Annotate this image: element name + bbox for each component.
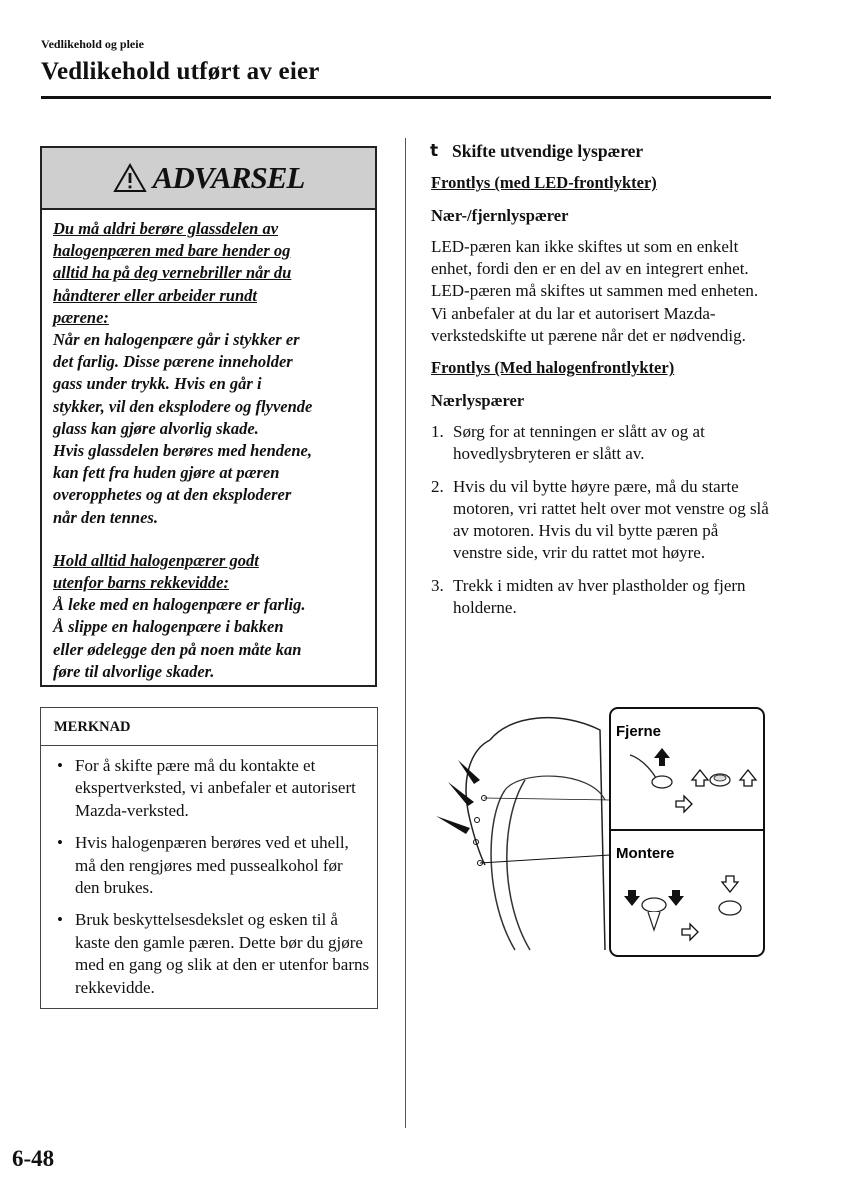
- list-item: [53, 832, 371, 899]
- subheading-low-beam: Nærlyspærer: [431, 390, 525, 410]
- warning-body: [53, 218, 368, 683]
- text-line: føre til alvorlige skader.: [53, 661, 215, 681]
- column-divider: [405, 138, 406, 1128]
- arrow-icon: [436, 816, 470, 834]
- clip-point: [475, 818, 480, 823]
- note-list: [53, 755, 371, 1009]
- steps-list: [431, 421, 771, 619]
- step-text: Sørg for at tenningen er slått av og at hovedlysbryteren er slått av.: [453, 421, 705, 464]
- arrow-icon: [448, 782, 474, 806]
- note-box: [40, 707, 378, 1009]
- wheel-arch-clip-illustration: [430, 700, 770, 960]
- note-text: Hvis halogenpæren berøres ved et uhell, må den rengjøres med pussealkohol før den brukes.: [75, 833, 349, 898]
- right-column: [431, 140, 771, 629]
- text-line: Hold alltid halogenpærer godt: [53, 550, 259, 570]
- step-number: 2.: [431, 476, 444, 496]
- inset-panel: [610, 708, 764, 956]
- text-line: gass under trykk. Hvis en går i: [53, 374, 262, 394]
- list-item: [431, 421, 771, 466]
- subheading-led: Frontlys (med LED-frontlykter): [431, 173, 657, 193]
- header-rule: [41, 96, 771, 99]
- label-remove: Fjerne: [616, 723, 662, 740]
- text-line: Du må aldri berøre glassdelen av: [53, 219, 279, 238]
- warning-block1-heading: [53, 218, 368, 329]
- note-title: MERKNAD: [41, 708, 377, 746]
- note-text: Bruk beskyttelsesdekslet og esken til å kaste den gamle pæren. Dette bør du gjøre med en gang og slik at den er utenfor barns rekkevidde.: [75, 910, 370, 997]
- step-number: 3.: [431, 575, 444, 595]
- text-line: halogenpæren med bare hender og: [53, 241, 291, 261]
- text-line: håndterer eller arbeider rundt: [53, 285, 257, 305]
- section-marker-icon: t: [430, 141, 439, 161]
- list-item: [53, 909, 371, 999]
- text-line: eller ødelegge den på noen måte kan: [53, 639, 302, 659]
- text-line: Hvis glassdelen berøres med hendene,: [53, 441, 312, 461]
- led-paragraph: LED-pæren kan ikke skiftes ut som en enkelt enhet, fordi den er en del av en integrert enhet. LED-pæren må skiftes ut sammen med enheten. Vi anbefaler at du lar et autorisert Mazda-verkstedskifte ut pærene når det er nødvendig.: [431, 236, 759, 346]
- text-line: Når en halogenpære går i stykker er: [53, 330, 300, 350]
- arrow-icon: [458, 760, 480, 784]
- text-line: kan fett fra huden gjøre at pæren: [53, 463, 280, 483]
- text-line: overopphetes og at den eksploderer: [53, 485, 292, 505]
- text-line: glass kan gjøre alvorlig skade.: [53, 418, 259, 438]
- step-number: 1.: [431, 421, 444, 441]
- warning-box: [40, 146, 377, 687]
- warning-triangle-icon: [113, 163, 147, 193]
- step-text: Trekk i midten av hver plastholder og fjern holderne.: [453, 575, 746, 618]
- label-install: Montere: [616, 845, 675, 862]
- text-line: Å leke med en halogenpære er farlig.: [53, 595, 306, 615]
- bullet-icon: •: [57, 833, 63, 853]
- fender-outline: [490, 718, 605, 950]
- section-title: Skifte utvendige lyspærer: [452, 141, 644, 161]
- text-line: stykker, vil den eksplodere og flyvende: [53, 396, 313, 416]
- warning-title: ADVARSEL: [152, 160, 305, 195]
- warning-block2-body: [53, 594, 368, 683]
- subheading-halogen: Frontlys (Med halogenfrontlykter): [431, 358, 675, 378]
- subheading-led-bulbs: Nær-/fjernlyspærer: [431, 205, 569, 225]
- text-line: Å slippe en halogenpære i bakken: [53, 617, 284, 637]
- warning-header: [42, 148, 375, 210]
- page-number: 6-48: [12, 1146, 55, 1171]
- section-heading: [431, 140, 771, 162]
- page-title: Vedlikehold utført av eier: [41, 58, 320, 85]
- bullet-icon: •: [57, 910, 63, 930]
- text-line: når den tennes.: [53, 507, 158, 527]
- text-line: pærene:: [53, 307, 109, 327]
- section-label: Vedlikehold og pleie: [41, 37, 144, 51]
- note-text: For å skifte pære må du kontakte et ekspertverksted, vi anbefaler et autorisert Mazda-verksted.: [75, 756, 356, 820]
- text-line: alltid ha på deg vernebriller når du: [53, 263, 292, 283]
- step-text: Hvis du vil bytte høyre pære, må du starte motoren, vri rattet helt over mot venstre og slå av motoren. Hvis du vil bytte pæren på venstre side, vrir du rattet mot høyre.: [453, 476, 769, 563]
- list-item: [431, 476, 771, 565]
- warning-block1-body: [53, 329, 368, 529]
- text-line: det farlig. Disse pærene inneholder: [53, 352, 293, 372]
- tire: [491, 780, 530, 950]
- list-item: [53, 755, 371, 822]
- bullet-icon: •: [57, 756, 63, 775]
- list-item: [431, 575, 771, 620]
- text-line: utenfor barns rekkevidde:: [53, 573, 229, 593]
- warning-block2-heading: [53, 550, 368, 594]
